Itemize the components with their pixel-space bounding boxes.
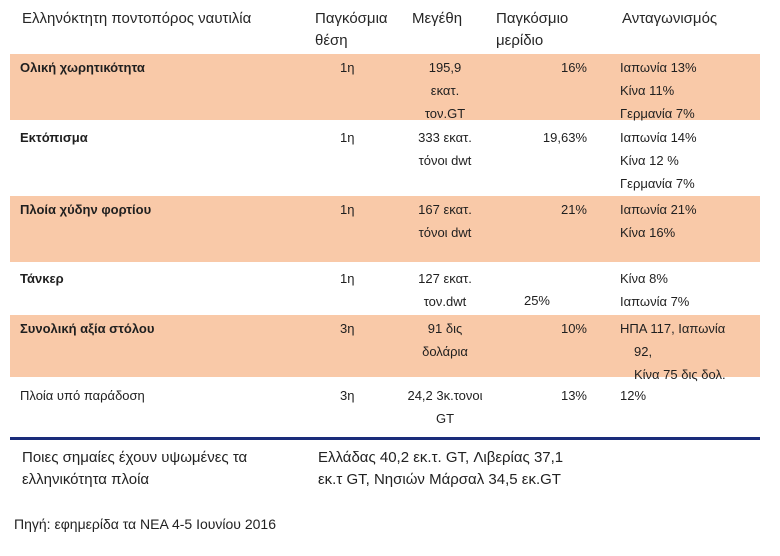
- row-size: [400, 56, 490, 125]
- size-line: τόνοι dwt: [418, 153, 472, 168]
- row-competition: [620, 317, 745, 386]
- row-rank: 1η: [340, 271, 355, 286]
- row-rank: 3η: [340, 388, 355, 403]
- competition-line: Κίνα 16%: [620, 225, 676, 240]
- competition-line: Κίνα 12 %: [620, 153, 679, 168]
- size-line: τον.dwt: [423, 294, 467, 309]
- row-size: [400, 126, 490, 172]
- row-name: Τάνκερ: [20, 271, 64, 286]
- flags-question: [22, 447, 247, 491]
- source-note: Πηγή: εφημερίδα τα ΝΕΑ 4-5 Ιουνίου 2016: [14, 516, 276, 532]
- size-line: 333 εκατ.: [418, 130, 472, 145]
- row-size: [390, 384, 500, 430]
- competition-line: Ιαπωνία 14%: [620, 130, 697, 145]
- divider: [10, 437, 760, 440]
- header-rank-line2: θέση: [315, 32, 348, 49]
- flags-answer-line1: Ελλάδας 40,2 εκ.τ. GT, Λιβερίας 37,1: [318, 449, 564, 466]
- competition-line: Κίνα 8%: [620, 271, 668, 286]
- header-share-line1: Παγκόσμιο: [496, 10, 569, 27]
- row-share: 10%: [560, 321, 587, 336]
- header-share: [496, 8, 568, 52]
- row-size: [400, 317, 490, 363]
- row-share: 25%: [523, 293, 550, 308]
- size-line: GT: [435, 411, 455, 426]
- row-competition: [620, 126, 745, 195]
- row-name: Πλοία υπό παράδοση: [20, 388, 145, 403]
- row-name: Πλοία χύδην φορτίου: [20, 202, 152, 217]
- row-size: [400, 267, 490, 313]
- row-name: Εκτόπισμα: [20, 130, 88, 145]
- competition-line: 92,: [634, 344, 653, 359]
- header-category: Ελληνόκτητη ποντοπόρος ναυτιλία: [22, 10, 252, 27]
- table-row: [10, 196, 760, 262]
- competition-line: ΗΠΑ 117, Ιαπωνία: [620, 321, 726, 336]
- flags-answer-line2: εκ.τ GT, Νησιών Μάρσαλ 34,5 εκ.GT: [318, 471, 561, 488]
- table-row: [10, 315, 760, 382]
- size-line: τόνοι dwt: [418, 225, 472, 240]
- size-line: δολάρια: [422, 344, 468, 359]
- competition-line: 12%: [620, 388, 647, 403]
- competition-line: Γερμανία 7%: [620, 176, 695, 191]
- table-row: [10, 124, 760, 194]
- header-competition: Ανταγωνισμός: [622, 10, 718, 27]
- size-line: 24,2 3κ.τονοι: [407, 388, 483, 403]
- row-rank: 1η: [340, 60, 355, 75]
- row-share: 13%: [560, 388, 587, 403]
- row-share: 19,63%: [542, 130, 587, 145]
- row-competition: [620, 56, 745, 125]
- row-competition: [620, 198, 745, 244]
- row-rank: 3η: [340, 321, 355, 336]
- row-rank: 1η: [340, 202, 355, 217]
- header-rank-line1: Παγκόσμια: [315, 10, 388, 27]
- competition-line: Ιαπωνία 21%: [620, 202, 697, 217]
- size-line: 91 δις: [427, 321, 463, 336]
- size-line: 195,9: [428, 60, 462, 75]
- row-size: [400, 198, 490, 244]
- row-share: 16%: [560, 60, 587, 75]
- flags-question-line2: ελληνικότητα πλοία: [22, 471, 150, 488]
- flags-question-line1: Ποιες σημαίες έχουν υψωμένες τα: [22, 449, 248, 466]
- row-share: 21%: [560, 202, 587, 217]
- row-competition: [620, 384, 745, 407]
- size-line: 167 εκατ.: [418, 202, 472, 217]
- competition-line: Κίνα 11%: [620, 83, 675, 98]
- competition-line: Ιαπωνία 7%: [620, 294, 690, 309]
- row-name: Συνολική αξία στόλου: [20, 321, 155, 336]
- competition-line: Ιαπωνία 13%: [620, 60, 697, 75]
- competition-line: Γερμανία 7%: [620, 106, 695, 121]
- table-row: [10, 54, 760, 120]
- size-line: τον.GT: [424, 106, 466, 121]
- row-name: Ολική χωρητικότητα: [20, 60, 145, 75]
- size-line: εκατ.: [430, 83, 460, 98]
- table-row: [10, 265, 760, 313]
- competition-line: Κίνα 75 δις δολ.: [634, 367, 726, 382]
- row-competition: [620, 267, 745, 313]
- header-size: Μεγέθη: [412, 10, 463, 27]
- size-line: 127 εκατ.: [418, 271, 472, 286]
- header-share-line2: μερίδιο: [496, 32, 544, 49]
- row-rank: 1η: [340, 130, 355, 145]
- flags-answer: [318, 447, 563, 491]
- table-row: [10, 382, 760, 430]
- header-rank: [315, 8, 388, 52]
